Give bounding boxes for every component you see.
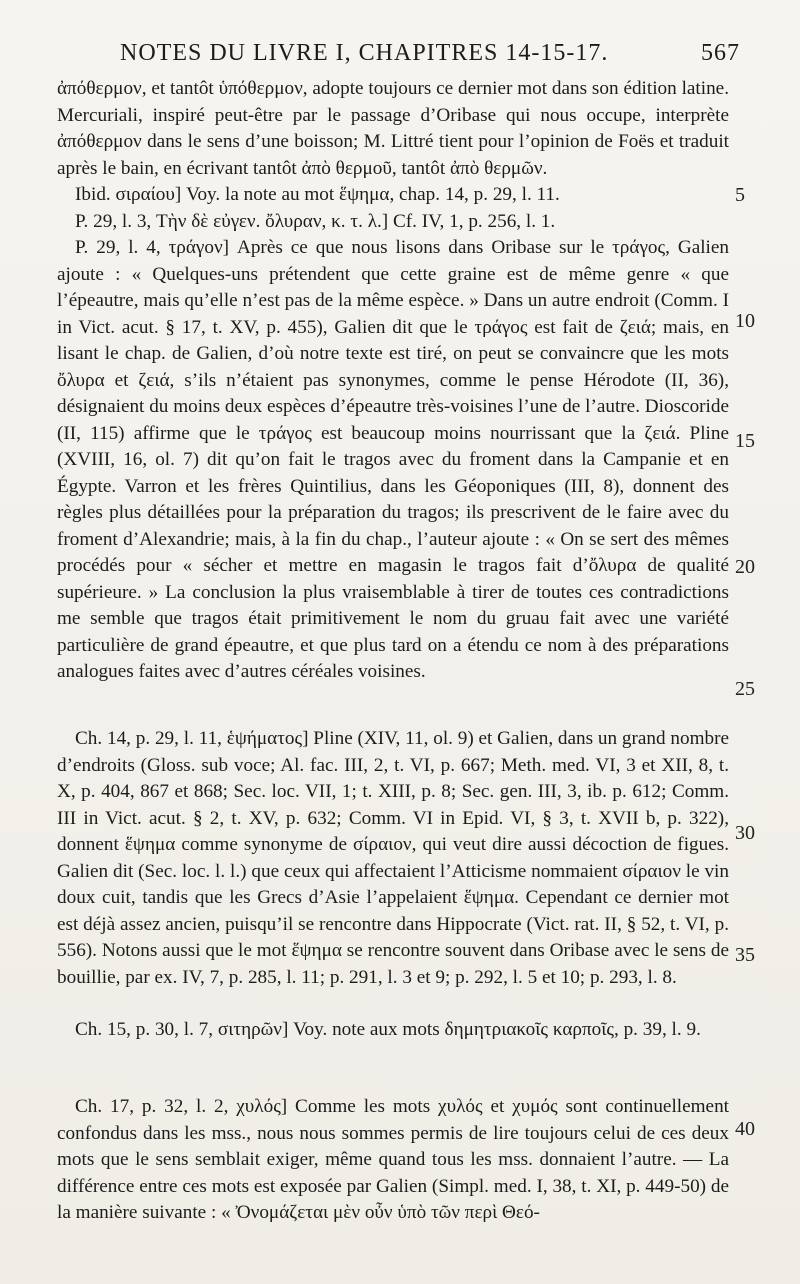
note-paragraph-continuation: ἀπόθερμον, et tantôt ὑπόθερμον, adopte toujours ce dernier mot dans son édition latine. Mercuriali, inspiré peut-être par le passage d’Oribase qui nous occupe, interprète ἀπόθερμον dans le sens d’une boisson; M. Littré tient pour l’opinion de Foës et traduit après le bain, en écrivant tantôt ἀπὸ θερμοῦ, tantôt ἀπὸ θερμῶν. xyxy=(57,78,729,179)
notes-block-1 xyxy=(57,76,729,686)
line-number: 40 xyxy=(735,1118,755,1140)
note-paragraph-p29-l4: P. 29, l. 4, τράγον] Après ce que nous lisons dans Oribase sur le τράγος, Galien ajoute : « Quelques-uns prétendent que cette graine est de même genre « que l’épeautre, mais qu’elle n’est pas de la même espèce. » Dans un autre endroit (Comm. I in Vict. acut. § 17, t. XV, p. 455), Galien dit que le τράγος est fait de ζειά; mais, en lisant le chap. de Galien, d’où notre texte est tiré, on peut se convaincre que les mots ὄλυρα et ζειά, s’ils n’étaient pas synonymes, comme le pense Hérodote (II, 36), désignaient du moins deux espèces d’épeautre très-voisines l’une de l’autre. Dioscoride (II, 115) affirme que le τράγος est beaucoup moins nourrissant que la ζειά. Pline (XVIII, 16, ol. 7) dit qu’on fait le tragos avec du froment dans la Campanie et en Égypte. Varron et les frères Quintilius, dans les Géoponiques (III, 8), donnent des règles plus détaillées pour la préparation du tragos; ils prescrivent de le faire avec du froment d’Alexandrie; mais, à la fin du chap., l’auteur ajoute : « On se sert des mêmes procédés pour « sécher et mettre en magasin le tragos fait d’ὄλυρα de qualité supérieure. » La conclusion la plus vraisemblable à tirer de toutes ces contradictions me semble que tragos était primitivement le nom du gruau fait avec une variété particulière de grand épeautre, et que plus tard on a étendu ce nom à des préparations analogues faites avec d’autres céréales voisines. xyxy=(57,237,729,682)
note-paragraph-ch15: Ch. 15, p. 30, l. 7, σιτηρῶν] Voy. note aux mots δημητριακοῖς καρποῖς, p. 39, l. 9. xyxy=(75,1019,701,1040)
line-number: 25 xyxy=(735,678,755,700)
note-paragraph-ch17: Ch. 17, p. 32, l. 2, χυλός] Comme les mots χυλός et χυμός sont continuellement confondus dans les mss., nous nous sommes permis de lire toujours celui de ces deux mots que le sens semblait exiger, même quand tous les mss. donnaient l’autre. — La différence entre ces mots est exposée par Galien (Simpl. med. I, 38, t. XI, p. 449-50) de la manière suivante : « Ὀνομάζεται μὲν οὖν ὑπὸ τῶν περὶ Θεό- xyxy=(57,1096,729,1223)
line-number: 30 xyxy=(735,822,755,844)
note-paragraph-ch14: Ch. 14, p. 29, l. 11, ἑψήματος] Pline (XIV, 11, ol. 9) et Galien, dans un grand nombre d’endroits (Gloss. sub voce; Al. fac. III, 2, t. VI, p. 667; Meth. med. VI, 3 et XII, 8, t. X, p. 404, 867 et 868; Sec. loc. VII, 1; t. XIII, p. 8; Sec. gen. III, 3, ib. p. 612; Comm. III in Vict. acut. § 2, t. XV, p. 632; Comm. VI in Epid. VI, § 3, t. XVII b, p. 322), donnent ἕψημα comme synonyme de σίραιον, qui veut dire aussi décoction de figues. Galien dit (Sec. loc. l. l.) que ceux qui affectaient l’Atticisme nommaient σίραιον le vin doux cuit, tandis que les Grecs d’Asie l’appelaient ἕψημα. Cependant ce dernier mot est déjà assez ancien, puisqu’il se rencontre dans Hippocrate (Vict. rat. II, § 52, t. VI, p. 556). Notons aussi que le mot ἕψημα se rencontre souvent dans Oribase avec le sens de bouillie, par ex. IV, 7, p. 285, l. 11; p. 291, l. 3 et 9; p. 292, l. 5 et 10; p. 293, l. 8. xyxy=(57,728,729,988)
line-number: 10 xyxy=(735,310,755,332)
page-number: 567 xyxy=(701,40,740,66)
notes-block-4 xyxy=(57,1094,729,1227)
line-number: 20 xyxy=(735,556,755,578)
line-number: 15 xyxy=(735,430,755,452)
line-number: 5 xyxy=(735,184,745,206)
notes-block-2 xyxy=(57,726,729,991)
note-paragraph-p29-l3: P. 29, l. 3, Τὴν δὲ εὐγεν. ὄλυραν, κ. τ. λ.] Cf. IV, 1, p. 256, l. 1. xyxy=(75,210,556,232)
notes-block-3 xyxy=(57,1017,729,1044)
header-title: NOTES DU LIVRE I, CHAPITRES 14-15-17. xyxy=(120,40,609,66)
note-paragraph-ibid: Ibid. σιραίου] Voy. la note au mot ἕψημα, chap. 14, p. 29, l. 11. xyxy=(75,184,560,205)
line-number: 35 xyxy=(735,944,755,966)
